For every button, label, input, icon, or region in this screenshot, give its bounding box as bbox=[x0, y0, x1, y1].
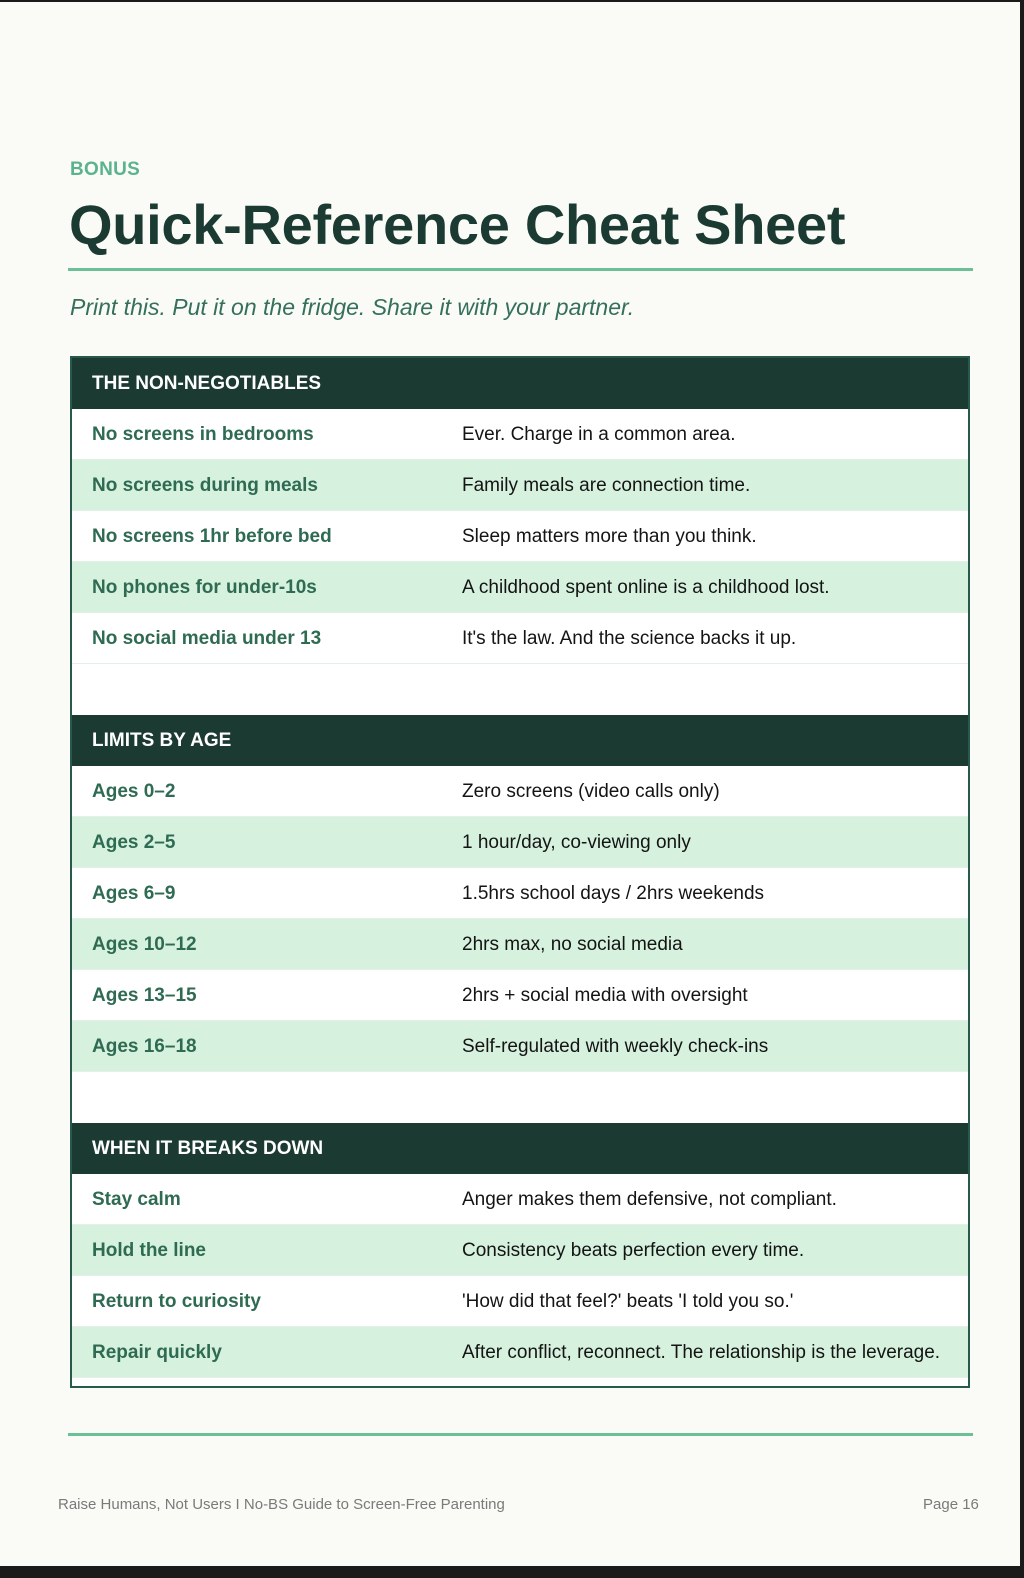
row-description: Anger makes them defensive, not compliant. bbox=[462, 1189, 837, 1210]
row-description: After conflict, reconnect. The relationship is the leverage. bbox=[462, 1342, 941, 1363]
row-label: Hold the line bbox=[92, 1240, 206, 1261]
footer-divider bbox=[68, 1433, 973, 1436]
table-row bbox=[72, 409, 968, 460]
table-row bbox=[72, 1225, 968, 1276]
row-description: Zero screens (video calls only) bbox=[462, 781, 720, 802]
row-label: No screens during meals bbox=[92, 475, 318, 496]
table-row bbox=[72, 1276, 968, 1327]
table-row bbox=[72, 613, 968, 664]
row-description: 2hrs + social media with oversight bbox=[462, 985, 748, 1006]
table-row bbox=[72, 1021, 968, 1072]
table-row bbox=[72, 460, 968, 511]
row-label: No phones for under-10s bbox=[92, 577, 317, 598]
row-description: Consistency beats perfection every time. bbox=[462, 1240, 805, 1261]
row-label: Ages 2–5 bbox=[92, 832, 176, 853]
cheat-sheet-table bbox=[70, 356, 970, 1388]
row-label: Repair quickly bbox=[92, 1342, 222, 1363]
page-title: Quick-Reference Cheat Sheet bbox=[69, 193, 846, 256]
document-page bbox=[0, 2, 1020, 1566]
footer-book-title: Raise Humans, Not Users I No-BS Guide to Screen-Free Parenting bbox=[58, 1496, 505, 1513]
row-label: No screens in bedrooms bbox=[92, 424, 314, 445]
row-description: 1.5hrs school days / 2hrs weekends bbox=[462, 883, 765, 904]
page-subtitle: Print this. Put it on the fridge. Share it with your partner. bbox=[70, 294, 635, 320]
row-description: 2hrs max, no social media bbox=[462, 934, 683, 955]
row-label: Ages 10–12 bbox=[92, 934, 197, 955]
row-label: Return to curiosity bbox=[92, 1291, 261, 1312]
row-label: No screens 1hr before bed bbox=[92, 526, 332, 547]
row-description: A childhood spent online is a childhood lost. bbox=[462, 577, 830, 598]
row-description: Sleep matters more than you think. bbox=[462, 526, 757, 547]
eyebrow-label: BONUS bbox=[70, 159, 141, 180]
title-divider bbox=[68, 268, 973, 271]
page-number: Page 16 bbox=[923, 1496, 979, 1513]
row-label: Ages 0–2 bbox=[92, 781, 176, 802]
section-heading-when-it-breaks-down: WHEN IT BREAKS DOWN bbox=[72, 1123, 968, 1174]
row-description: Self-regulated with weekly check-ins bbox=[462, 1036, 769, 1057]
row-description: Ever. Charge in a common area. bbox=[462, 424, 736, 445]
row-description: 'How did that feel?' beats 'I told you so.' bbox=[462, 1291, 794, 1312]
row-label: Ages 13–15 bbox=[92, 985, 197, 1006]
row-label: Ages 6–9 bbox=[92, 883, 176, 904]
section-heading-non-negotiables: THE NON-NEGOTIABLES bbox=[72, 358, 968, 409]
table-row bbox=[72, 511, 968, 562]
table-row bbox=[72, 868, 968, 919]
row-description: 1 hour/day, co-viewing only bbox=[462, 832, 691, 853]
section-spacer bbox=[72, 1072, 968, 1123]
table-row bbox=[72, 1327, 968, 1378]
table-row bbox=[72, 919, 968, 970]
row-description: Family meals are connection time. bbox=[462, 475, 751, 496]
table-row bbox=[72, 1174, 968, 1225]
table-row bbox=[72, 562, 968, 613]
section-heading-limits-by-age: LIMITS BY AGE bbox=[72, 715, 968, 766]
row-label: Stay calm bbox=[92, 1189, 181, 1210]
row-label: Ages 16–18 bbox=[92, 1036, 197, 1057]
table-row bbox=[72, 766, 968, 817]
row-description: It's the law. And the science backs it up. bbox=[462, 628, 797, 649]
table-row bbox=[72, 817, 968, 868]
section-spacer bbox=[72, 664, 968, 715]
row-label: No social media under 13 bbox=[92, 628, 322, 649]
table-row bbox=[72, 970, 968, 1021]
